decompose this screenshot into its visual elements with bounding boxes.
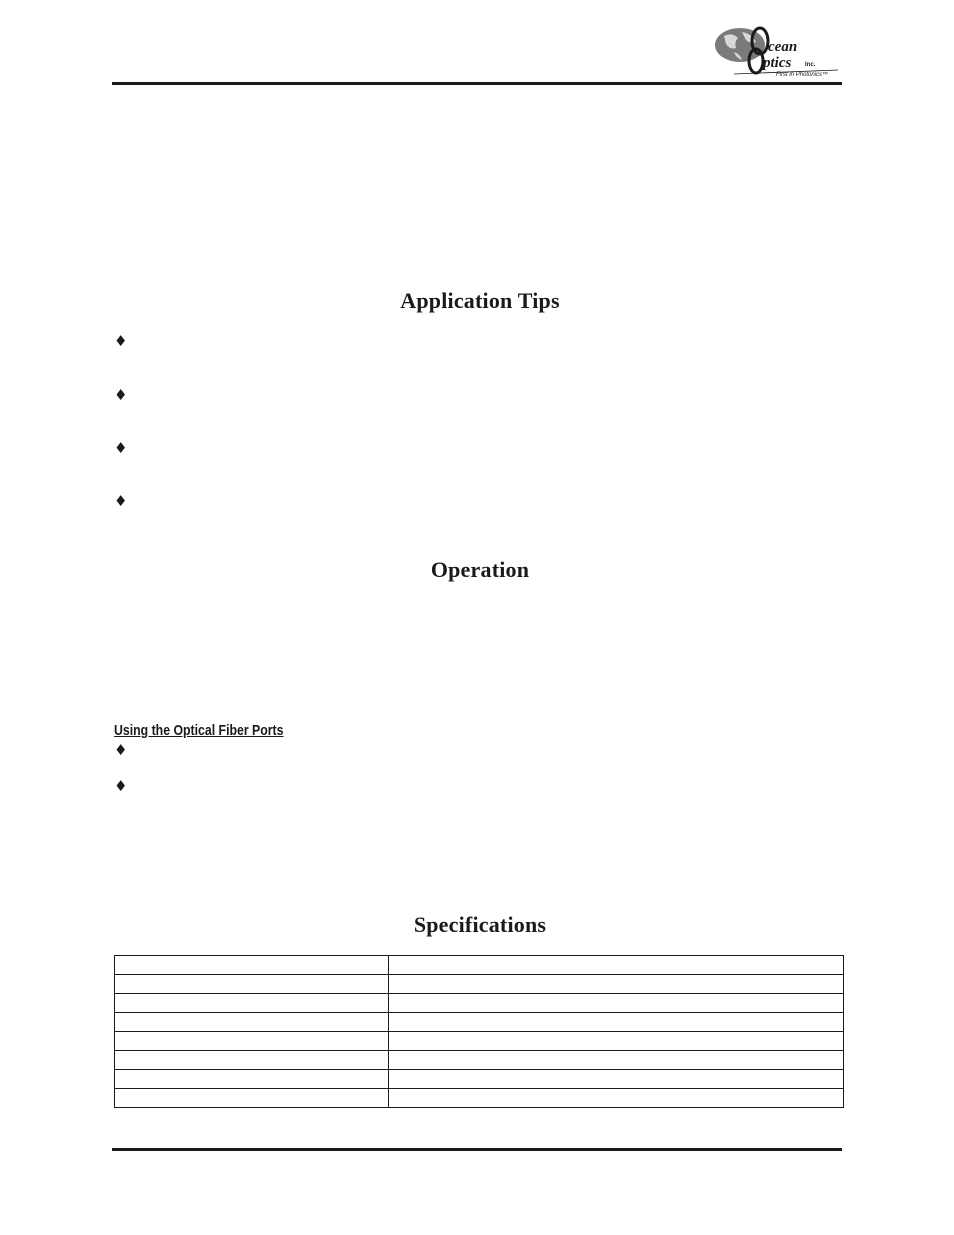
table-row: [115, 994, 844, 1013]
spec-label-cell: [115, 956, 389, 975]
spec-label-cell: [115, 1070, 389, 1089]
spec-value-cell: [389, 956, 844, 975]
ocean-optics-logo: [712, 24, 842, 80]
table-row: [115, 975, 844, 994]
fiber-ports-subheading: Using the Optical Fiber Ports: [114, 722, 284, 739]
spec-value-cell: [389, 1051, 844, 1070]
logo-brand-line2: ptics: [763, 55, 792, 71]
table-row: [115, 1013, 844, 1032]
header-rule: [112, 82, 842, 85]
fiber-bullet-1: ♦: [114, 741, 128, 759]
spec-label-cell: [115, 994, 389, 1013]
tips-bullet-2: ♦: [114, 386, 128, 404]
spec-label-cell: [115, 1089, 389, 1108]
logo-brand-line1: cean: [768, 39, 798, 55]
footer-rule: [112, 1148, 842, 1151]
fiber-bullet-2: ♦: [114, 777, 128, 795]
spec-value-cell: [389, 1032, 844, 1051]
operation-heading: Operation: [430, 557, 530, 582]
spec-label-cell: [115, 975, 389, 994]
table-row: [115, 1089, 844, 1108]
specifications-table: [114, 955, 844, 1108]
table-row: [115, 956, 844, 975]
tips-bullet-3: ♦: [114, 439, 128, 457]
spec-value-cell: [389, 1070, 844, 1089]
specifications-heading: Specifications: [413, 912, 547, 937]
spec-value-cell: [389, 1013, 844, 1032]
table-row: [115, 1032, 844, 1051]
logo-tagline: First in Photonics™: [776, 72, 829, 78]
tips-bullet-4: ♦: [114, 492, 128, 510]
spec-value-cell: [389, 975, 844, 994]
logo-suffix: Inc.: [805, 62, 816, 68]
spec-label-cell: [115, 1013, 389, 1032]
table-row: [115, 1051, 844, 1070]
spec-value-cell: [389, 994, 844, 1013]
table-row: [115, 1070, 844, 1089]
spec-value-cell: [389, 1089, 844, 1108]
tips-bullet-1: ♦: [114, 332, 128, 350]
spec-label-cell: [115, 1051, 389, 1070]
application-tips-heading: Application Tips: [400, 288, 560, 313]
spec-label-cell: [115, 1032, 389, 1051]
